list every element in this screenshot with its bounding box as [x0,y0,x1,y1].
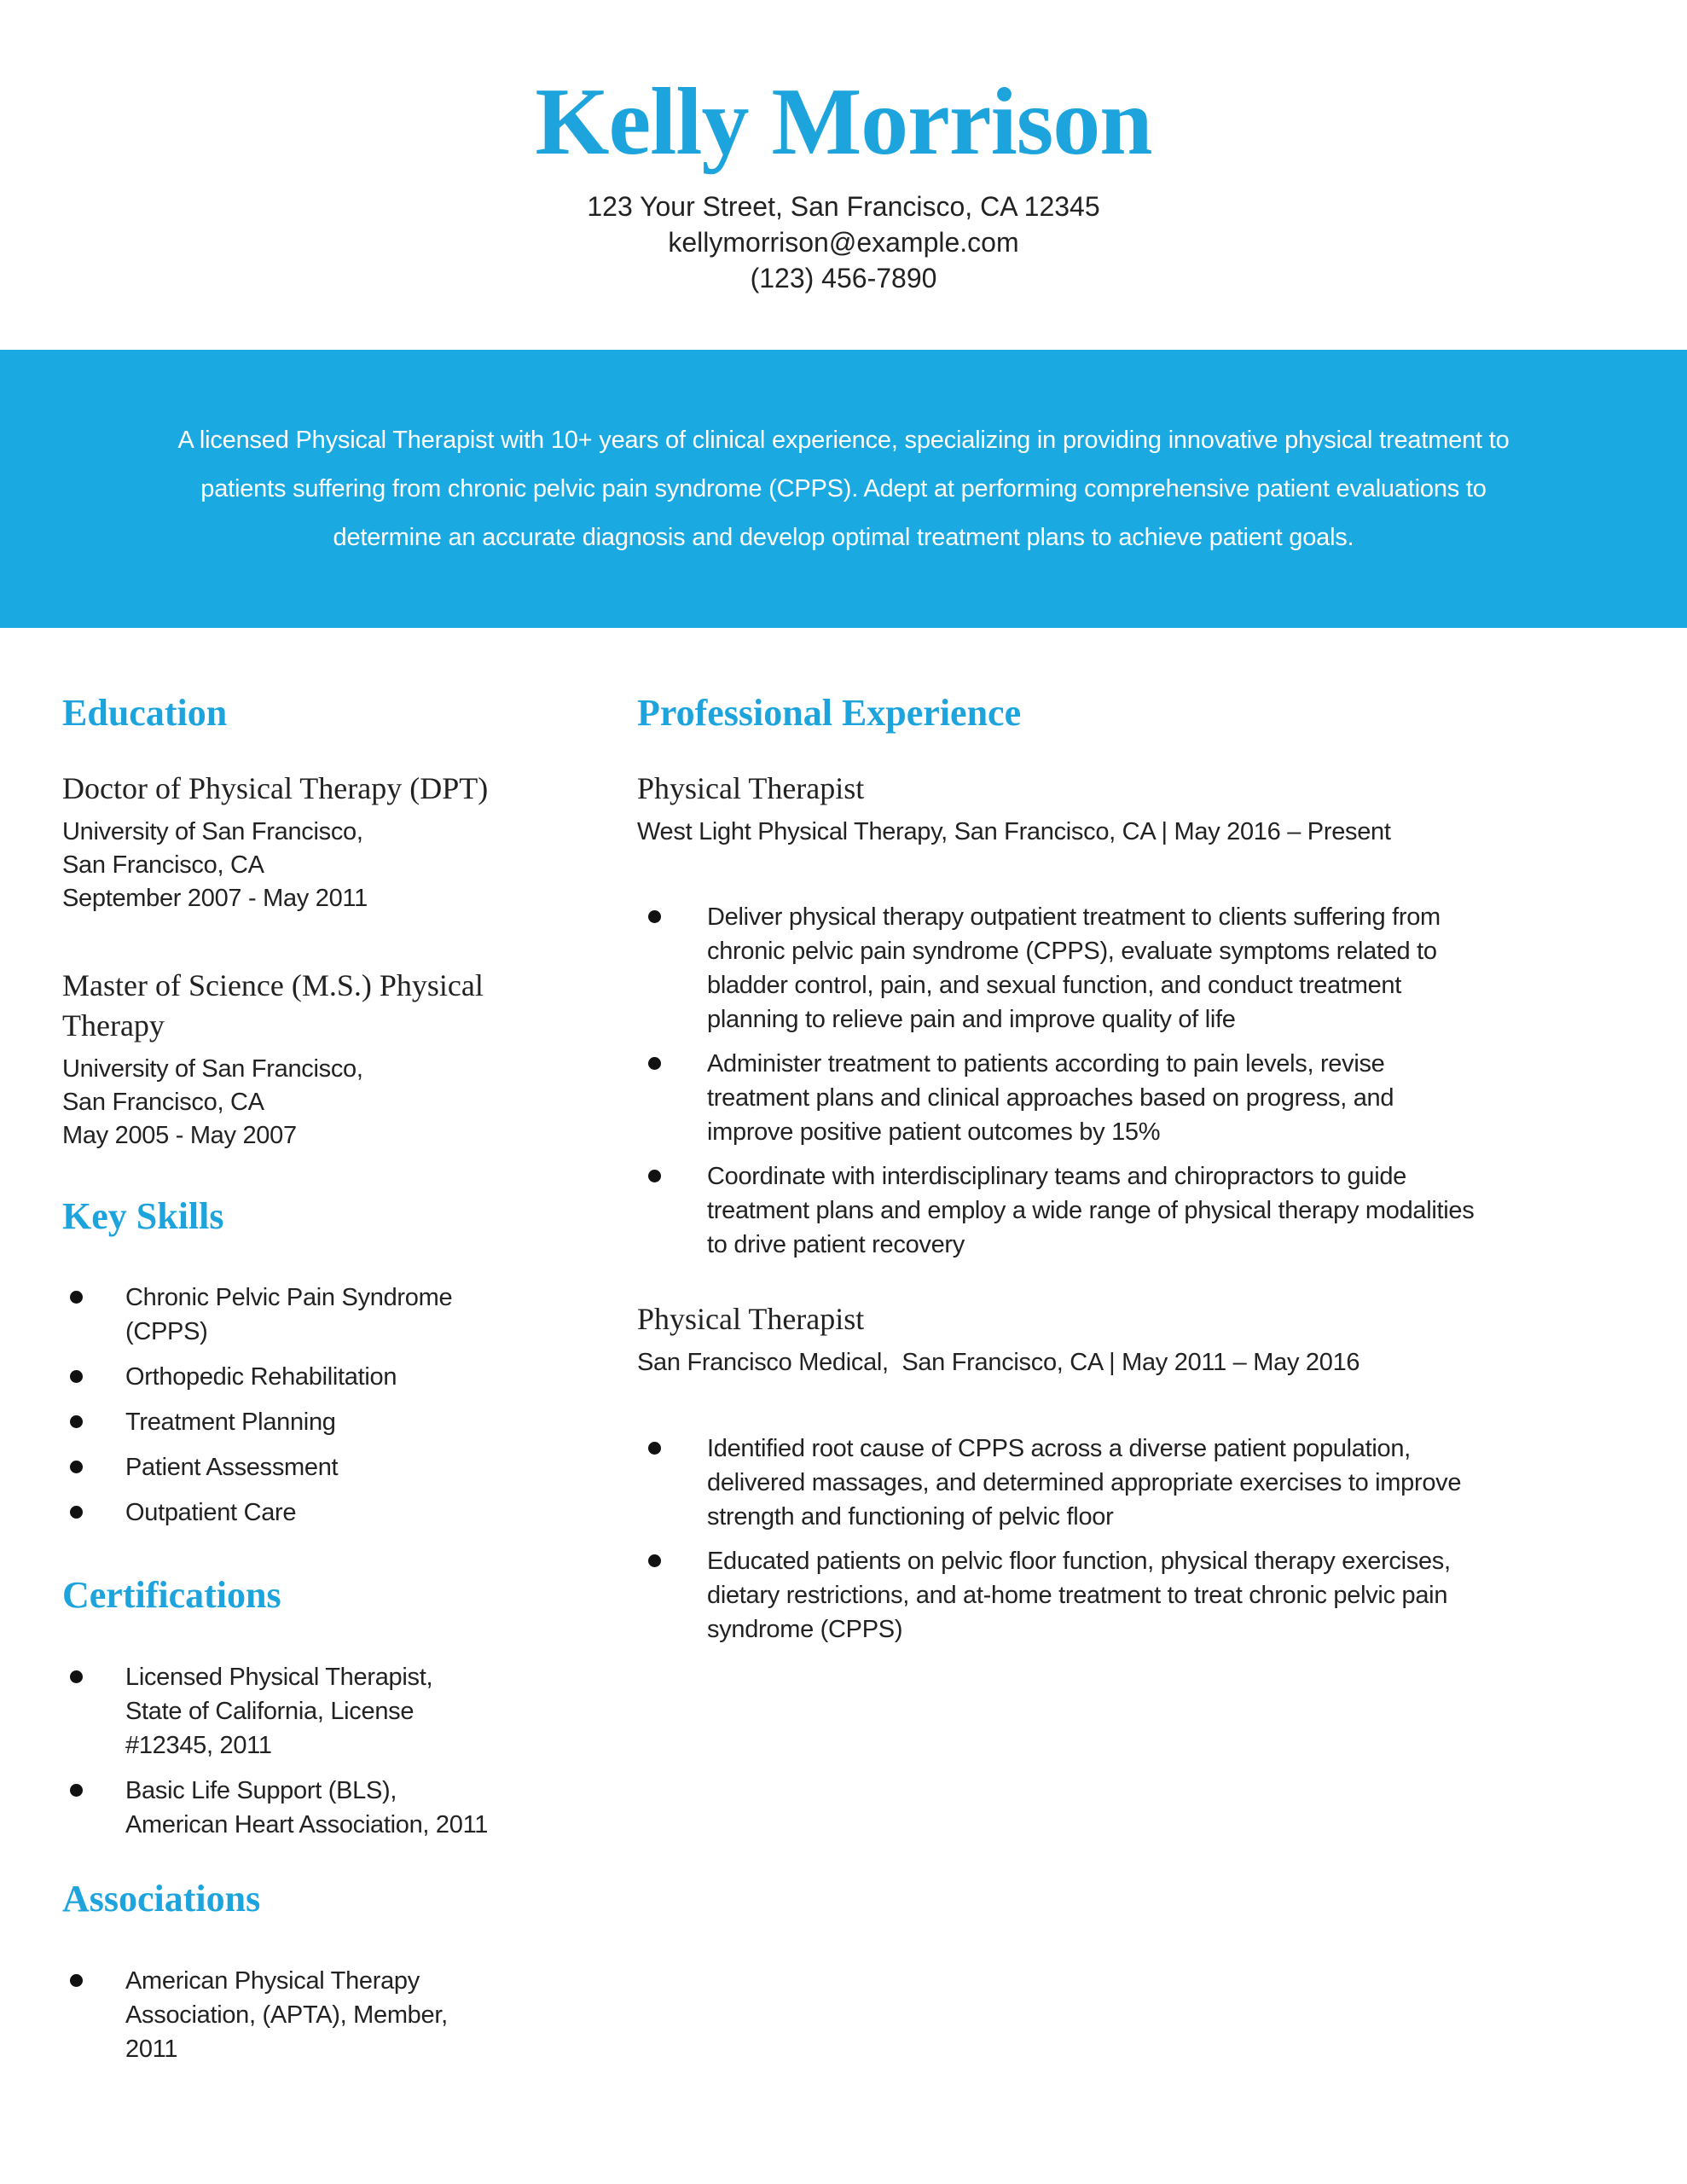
bullet-icon [70,1506,83,1519]
list-item [62,1360,492,1394]
job-title: Physical Therapist [637,1302,865,1336]
association-text: American Physical Therapy Association, (APTA), Member, 2011 [125,1967,448,2063]
associations-heading: Associations [62,1878,261,1920]
degree-title: Master of Science (M.S.) Physical Therapy [62,968,484,1043]
education-dates: May 2005 - May 2007 [62,1122,297,1149]
bullet-icon [648,1170,661,1182]
skill-text: Patient Assessment [125,1454,339,1481]
list-item [62,1405,492,1439]
education-heading: Education [62,692,228,734]
bullet-icon [70,1670,83,1683]
bullet-text: Educated patients on pelvic floor function, physical therapy exercises, dietary restrictions, and at-home treatment to treat chronic pelvic pain syndrome (CPPS) [707,1548,1451,1643]
job-bullets [644,1432,1475,1657]
skill-text: Orthopedic Rehabilitation [125,1363,397,1391]
certification-text: Licensed Physical Therapist, State of California, License #12345, 2011 [125,1664,433,1759]
job-meta: West Light Physical Therapy, San Francisco, CA | May 2016 – Present [637,818,1391,845]
bullet-icon [648,1442,661,1455]
list-item [62,1964,492,2066]
bullet-icon [70,1415,83,1428]
associations-list [62,1964,492,2077]
skills-heading: Key Skills [62,1195,224,1237]
list-item [644,1047,1475,1149]
address: 123 Your Street, San Francisco, CA 12345 [587,191,1100,222]
certifications-heading: Certifications [62,1574,281,1616]
education-item [62,966,540,1153]
certifications-list [62,1660,492,1853]
job-meta: San Francisco Medical, San Francisco, CA | May 2011 – May 2016 [637,1349,1360,1376]
bullet-icon [70,1784,83,1797]
education-dates: September 2007 - May 2011 [62,885,368,912]
bullet-icon [70,1974,83,1987]
list-item [644,900,1475,1037]
bullet-text: Identified root cause of CPPS across a diverse patient population, delivered massages, and determined appropriate exercises to improve strength and functioning of pelvic floor [707,1435,1462,1531]
skill-text: Treatment Planning [125,1409,336,1436]
education-item [62,769,540,915]
list-item [62,1660,492,1763]
bullet-icon [70,1291,83,1304]
experience-heading: Professional Experience [637,692,1022,734]
job-title: Physical Therapist [637,771,865,805]
skills-list [62,1281,492,1541]
bullet-text: Deliver physical therapy outpatient treatment to clients suffering from chronic pelvic pain syndrome (CPPS), evaluate symptoms related to bladder control, pain, and sexual function, and conduct treatment planning to relieve pain and improve quality of life [707,903,1441,1033]
bullet-text: Coordinate with interdisciplinary teams and chiropractors to guide treatment plans and employ a wide range of physical therapy modalities to drive patient recovery [707,1163,1475,1258]
bullet-text: Administer treatment to patients according to pain levels, revise treatment plans and clinical approaches based on progress, and improve positive patient outcomes by 15% [707,1050,1394,1146]
list-item [644,1432,1475,1534]
job-bullets [644,900,1475,1272]
list-item [62,1281,492,1349]
skill-text: Outpatient Care [125,1499,297,1526]
school: University of San Francisco, [62,1055,363,1083]
phone: (123) 456-7890 [750,263,937,293]
contact-info [0,189,1687,296]
list-item [644,1159,1475,1262]
bullet-icon [70,1370,83,1383]
school: University of San Francisco, [62,818,363,845]
school-location: San Francisco, CA [62,851,264,879]
certification-text: Basic Life Support (BLS), American Heart Association, 2011 [125,1777,489,1838]
school-location: San Francisco, CA [62,1089,264,1116]
list-item [62,1496,492,1530]
skill-text: Chronic Pelvic Pain Syndrome (CPPS) [125,1284,453,1345]
bullet-icon [648,1057,661,1070]
candidate-name: Kelly Morrison [535,69,1152,175]
degree-title: Doctor of Physical Therapy (DPT) [62,771,489,805]
bullet-icon [70,1461,83,1473]
summary-text: A licensed Physical Therapist with 10+ years of clinical experience, specializing in providing innovative physical treatment to patients suffering from chronic pelvic pain syndrome (CPPS). Adept at performing comprehensive patient evaluations to determine an accurate diagnosis and develop optimal treatment plans to achieve patient goals. [177,427,1510,551]
email: kellymorrison@example.com [668,227,1019,258]
bullet-icon [648,1554,661,1567]
bullet-icon [648,910,661,923]
list-item [62,1774,492,1842]
list-item [644,1544,1475,1647]
list-item [62,1450,492,1484]
